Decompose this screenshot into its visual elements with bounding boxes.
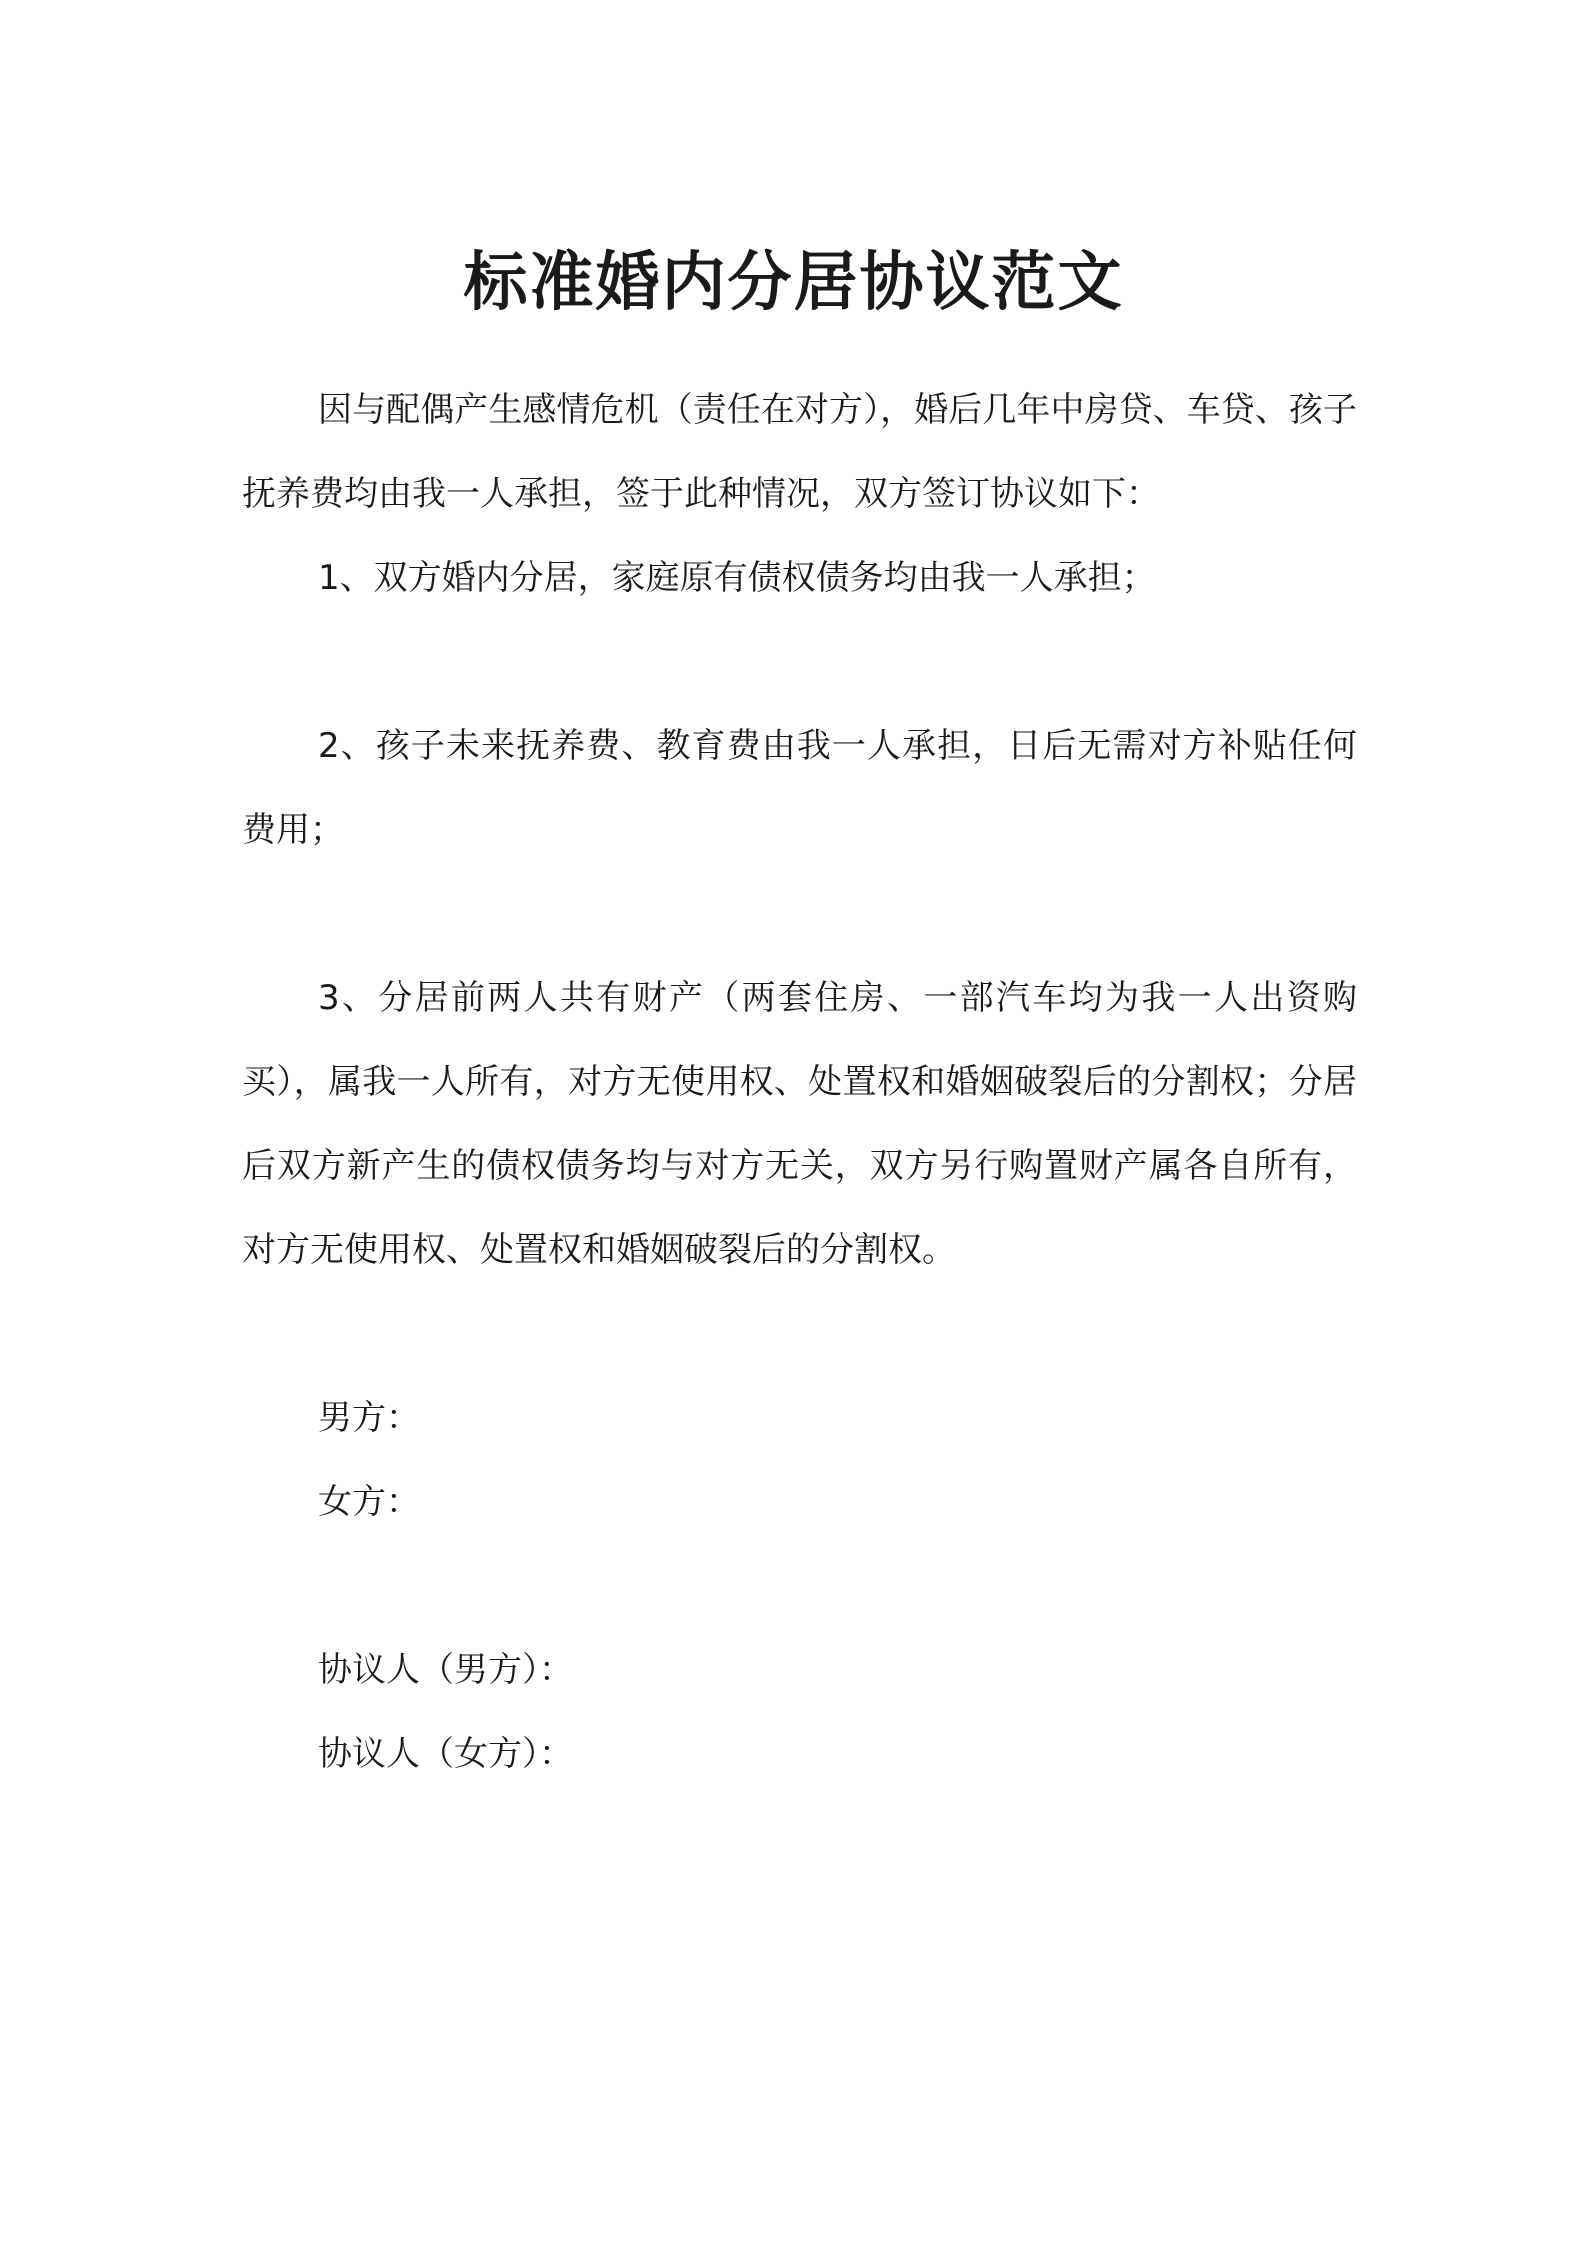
document-title: 标准婚内分居协议范文 — [463, 246, 1124, 320]
spacer — [242, 1544, 1357, 1628]
intro-paragraph: 因与配偶产生感情危机（责任在对方），婚后几年中房贷、车贷、孩子抚养费均由我一人承担，签于此种情况，双方签订协议如下： — [242, 390, 1357, 514]
spacer — [242, 620, 1357, 704]
signatory-female-label: 协议人（女方）： — [318, 1734, 573, 1774]
signatory-male-label: 协议人（男方）： — [318, 1650, 573, 1690]
clause-1: 1、双方婚内分居，家庭原有债权债务均由我一人承担； — [318, 558, 1156, 598]
party-female-label: 女方： — [318, 1482, 420, 1522]
clause-3: 3、分居前两人共有财产（两套住房、一部汽车均为我一人出资购买），属我一人所有，对方无使用权、处置权和婚姻破裂后的分割权；分居后双方新产生的债权债务均与对方无关，双方另行购置财产属各自所有，对方无使用权、处置权和婚姻破裂后的分割权。 — [242, 978, 1357, 1270]
spacer — [242, 872, 1357, 956]
party-male-label: 男方： — [318, 1398, 420, 1438]
clause-2: 2、孩子未来抚养费、教育费由我一人承担，日后无需对方补贴任何费用； — [242, 726, 1357, 850]
document-body — [242, 368, 1357, 1796]
spacer — [242, 1292, 1357, 1376]
